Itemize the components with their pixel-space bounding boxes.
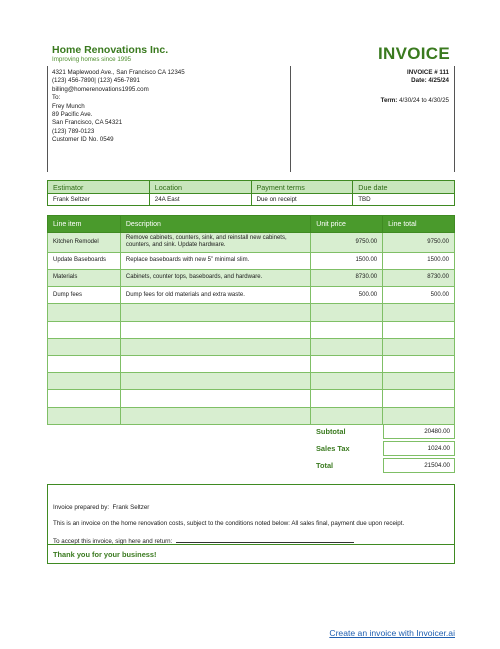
info-header-due-date: Due date <box>353 181 455 194</box>
items-header-line-total: Line total <box>383 216 455 233</box>
table-row <box>48 390 455 407</box>
sales-tax-label: Sales Tax <box>316 444 350 453</box>
unit-price-cell: 500.00 <box>311 287 383 304</box>
description-cell <box>120 304 310 321</box>
table-row <box>48 355 455 372</box>
customer-name: Frey Munch <box>52 102 85 110</box>
info-payment-terms: Due on receipt <box>251 194 353 206</box>
thanks-text: Thank you for your business! <box>53 550 157 559</box>
line-total-cell: 1500.00 <box>383 252 455 269</box>
description-cell: Replace baseboards with new 5” minimal slim. <box>120 252 310 269</box>
info-header-location: Location <box>149 181 251 194</box>
line-item-cell: Materials <box>48 270 121 287</box>
unit-price-cell <box>311 390 383 407</box>
line-total-cell <box>383 373 455 390</box>
company-name: Home Renovations Inc. <box>52 44 169 56</box>
subtotal-value: 20480.00 <box>383 424 455 439</box>
line-item-cell <box>48 373 121 390</box>
prepared-by-name: Frank Seltzer <box>112 504 150 511</box>
terms-text: This is an invoice on the home renovation costs, subject to the conditions noted below: All sales final, payment due upon receipt. <box>53 520 405 527</box>
term-value: 4/30/24 to 4/30/25 <box>399 96 449 104</box>
items-header-row <box>48 216 455 233</box>
description-cell: Dump fees for old materials and extra waste. <box>120 287 310 304</box>
line-total-cell <box>383 390 455 407</box>
customer-id: Customer ID No. 0549 <box>52 136 114 144</box>
table-row <box>48 304 455 321</box>
unit-price-cell <box>311 407 383 424</box>
bill-to-label: To: <box>52 94 61 102</box>
line-total-cell <box>383 321 455 338</box>
items-header-line-item: Line item <box>48 216 121 233</box>
info-header-row <box>48 181 455 194</box>
footer-box <box>47 484 455 564</box>
info-location: 24A East <box>149 194 251 206</box>
company-address: 4321 Maplewood Ave., San Francisco CA 12345 <box>52 69 185 76</box>
unit-price-cell <box>311 321 383 338</box>
description-cell: Cabinets, counter tops, baseboards, and hardware. <box>120 270 310 287</box>
unit-price-cell <box>311 304 383 321</box>
company-phone: (123) 456-7890| (123) 456-7891 <box>52 77 140 85</box>
line-total-cell: 500.00 <box>383 287 455 304</box>
info-due-date: TBD <box>353 194 455 206</box>
description-cell <box>120 355 310 372</box>
table-row <box>48 338 455 355</box>
table-row <box>48 373 455 390</box>
line-item-cell <box>48 338 121 355</box>
create-invoice-link[interactable]: Create an invoice with Invoicer.ai <box>329 628 455 638</box>
line-item-cell: Dump fees <box>48 287 121 304</box>
unit-price-cell: 1500.00 <box>311 252 383 269</box>
unit-price-cell <box>311 338 383 355</box>
unit-price-cell: 8730.00 <box>311 270 383 287</box>
info-header-estimator: Estimator <box>48 181 150 194</box>
customer-phone: (123) 789-0123 <box>52 127 95 135</box>
signature-line[interactable] <box>176 537 354 543</box>
invoice-number: INVOICE # 111 <box>407 69 449 76</box>
line-total-cell: 8730.00 <box>383 270 455 287</box>
table-row <box>48 407 455 424</box>
line-total-cell <box>383 304 455 321</box>
divider-right <box>454 66 455 172</box>
info-table <box>47 180 455 206</box>
line-total-cell <box>383 355 455 372</box>
header-block <box>47 66 455 172</box>
term-label: Term: <box>380 96 398 104</box>
unit-price-cell <box>311 355 383 372</box>
total-label: Total <box>316 461 334 470</box>
description-cell: Remove cabinets, counters, sink, and reinstall new cabinets, counters, and sink. Update hardware. <box>120 233 310 253</box>
description-cell <box>120 373 310 390</box>
line-item-cell <box>48 304 121 321</box>
line-item-cell <box>48 355 121 372</box>
customer-city: San Francisco, CA 54321 <box>52 119 123 127</box>
address-block <box>52 69 185 145</box>
sales-tax-value: 1024.00 <box>383 441 455 456</box>
line-total-cell <box>383 338 455 355</box>
company-tagline: Improving homes since 1995 <box>52 56 132 63</box>
line-item-cell: Update Baseboards <box>48 252 121 269</box>
info-header-payment-terms: Payment terms <box>251 181 353 194</box>
description-cell <box>120 390 310 407</box>
table-row <box>48 270 455 287</box>
divider-left <box>47 66 48 172</box>
items-header-description: Description <box>120 216 310 233</box>
description-cell <box>120 338 310 355</box>
invoice-meta <box>381 69 449 105</box>
accept-text: To accept this invoice, sign here and return: <box>53 538 173 545</box>
line-total-cell <box>383 407 455 424</box>
unit-price-cell: 9750.00 <box>311 233 383 253</box>
line-item-cell <box>48 390 121 407</box>
thanks-row <box>48 544 454 563</box>
line-item-cell <box>48 321 121 338</box>
line-items-table <box>47 215 455 425</box>
table-row <box>48 287 455 304</box>
table-row <box>48 321 455 338</box>
subtotal-label: Subtotal <box>316 427 346 436</box>
line-total-cell: 9750.00 <box>383 233 455 253</box>
items-header-unit-price: Unit price <box>311 216 383 233</box>
company-email: billing@homerenovations1995.com <box>52 85 149 93</box>
info-value-row <box>48 194 455 206</box>
description-cell <box>120 321 310 338</box>
total-value: 21504.00 <box>383 458 455 473</box>
prepared-by <box>53 504 149 511</box>
info-estimator: Frank Seltzer <box>48 194 150 206</box>
prepared-by-label: Invoice prepared by: <box>53 504 110 511</box>
description-cell <box>120 407 310 424</box>
line-item-cell: Kitchen Remodel <box>48 233 121 253</box>
unit-price-cell <box>311 373 383 390</box>
line-item-cell <box>48 407 121 424</box>
table-row <box>48 252 455 269</box>
table-row <box>48 233 455 253</box>
divider-middle <box>290 66 291 172</box>
customer-street: 89 Pacific Ave. <box>52 111 93 119</box>
invoice-date: Date: 4/25/24 <box>411 77 449 85</box>
invoice-title: INVOICE <box>377 44 450 63</box>
